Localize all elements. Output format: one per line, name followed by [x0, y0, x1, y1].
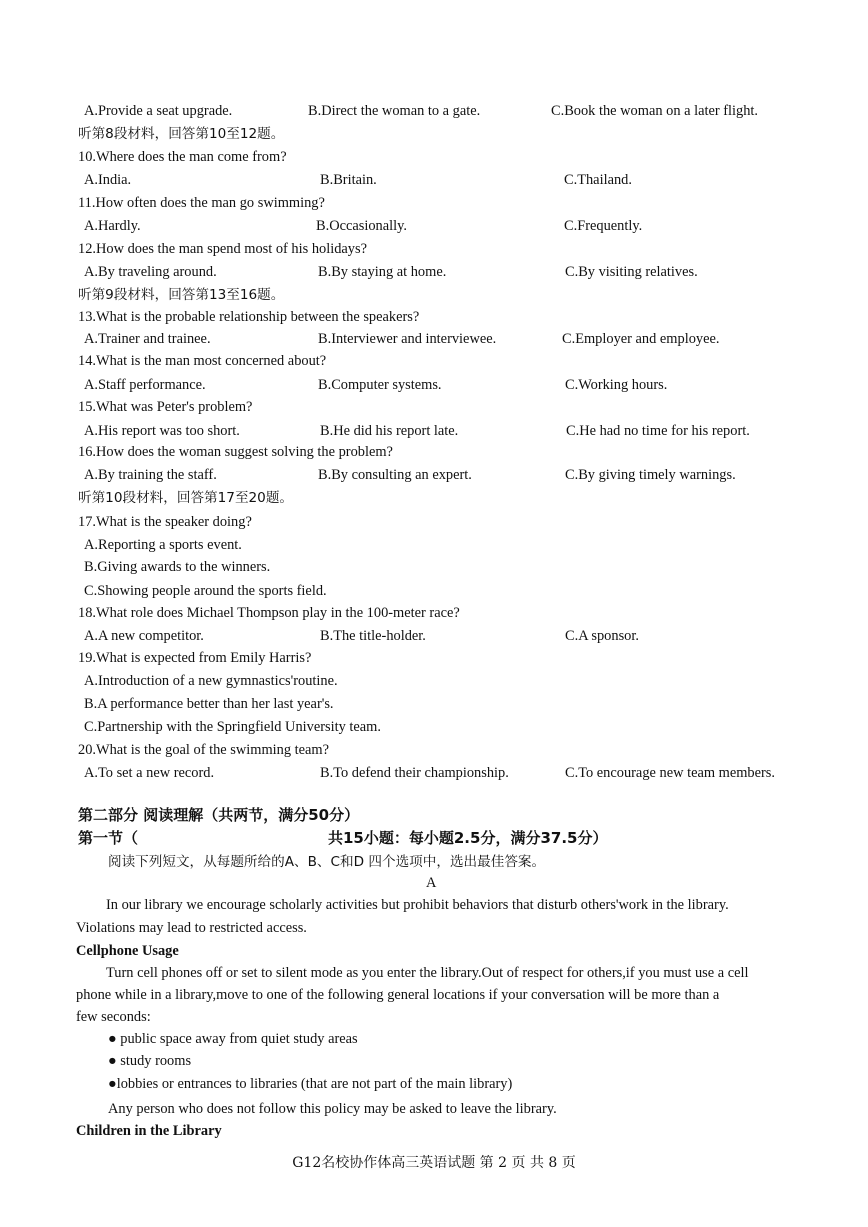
- question-18: 18.What role does Michael Thompson play in the 100-meter race?: [78, 605, 460, 621]
- question-11: 11.How often does the man go swimming?: [78, 195, 325, 211]
- question-12: 12.How does the man spend most of his holidays?: [78, 241, 367, 257]
- passage-intro-line-1: In our library we encourage scholarly activities but prohibit behaviors that disturb others'work in the library.: [106, 897, 729, 913]
- q20-option-c: C.To encourage new team members.: [565, 765, 775, 781]
- q15-option-b: B.He did his report late.: [320, 423, 459, 439]
- q20-option-b: B.To defend their championship.: [320, 765, 509, 781]
- q19-option-c: C.Partnership with the Springfield University team.: [84, 719, 381, 735]
- question-19: 19.What is expected from Emily Harris?: [78, 650, 312, 666]
- q14-option-b: B.Computer systems.: [318, 377, 442, 393]
- section-9-instruction: 听第9段材料，回答第13至16题。: [78, 287, 285, 303]
- q19-option-b: B.A performance better than her last year's.: [84, 696, 334, 712]
- q16-option-b: B.By consulting an expert.: [318, 467, 472, 483]
- question-13: 13.What is the probable relationship between the speakers?: [78, 309, 420, 325]
- bullet-item: ● public space away from quiet study areas: [108, 1031, 358, 1047]
- question-10: 10.Where does the man come from?: [78, 149, 287, 165]
- cellphone-line-1: Turn cell phones off or set to silent mode as you enter the library.Out of respect for others,if you must use a cell: [106, 965, 749, 981]
- q18-option-a: A.A new competitor.: [84, 628, 204, 644]
- reading-instruction: 阅读下列短文，从每题所给的A、B、C和D 四个选项中，选出最佳答案。: [108, 854, 546, 870]
- q10-option-b: B.Britain.: [320, 172, 377, 188]
- q12-option-b: B.By staying at home.: [318, 264, 447, 280]
- q9-option-b: B.Direct the woman to a gate.: [308, 103, 481, 119]
- section-one-label: 第一节（: [78, 829, 139, 847]
- bullet-item: ●lobbies or entrances to libraries (that are not part of the main library): [108, 1076, 513, 1092]
- q12-option-c: C.By visiting relatives.: [565, 264, 698, 280]
- bullet-item: ● study rooms: [108, 1053, 192, 1069]
- q20-option-a: A.To set a new record.: [84, 765, 215, 781]
- q19-option-a: A.Introduction of a new gymnastics'routine.: [84, 673, 338, 689]
- q17-option-a: A.Reporting a sports event.: [84, 537, 242, 553]
- q11-option-c: C.Frequently.: [564, 218, 643, 234]
- q10-option-a: A.India.: [84, 172, 132, 188]
- q13-option-a: A.Trainer and trainee.: [84, 331, 211, 347]
- q17-option-b: B.Giving awards to the winners.: [84, 559, 271, 575]
- heading-cellphone-usage: Cellphone Usage: [76, 943, 179, 959]
- question-17: 17.What is the speaker doing?: [78, 514, 252, 530]
- q15-option-a: A.His report was too short.: [84, 423, 240, 439]
- q18-option-b: B.The title-holder.: [320, 628, 426, 644]
- section-one-scoring: 共15小题：每小题2.5分，满分37.5分）: [328, 829, 608, 847]
- question-16: 16.How does the woman suggest solving the problem?: [78, 444, 393, 460]
- q13-option-b: B.Interviewer and interviewee.: [318, 331, 497, 347]
- heading-children-in-library: Children in the Library: [76, 1123, 222, 1139]
- cellphone-line-3: few seconds:: [76, 1009, 151, 1025]
- q16-option-a: A.By training the staff.: [84, 467, 217, 483]
- q11-option-b: B.Occasionally.: [316, 218, 407, 234]
- question-15: 15.What was Peter's problem?: [78, 399, 253, 415]
- q17-option-c: C.Showing people around the sports field.: [84, 583, 327, 599]
- section-10-instruction: 听第10段材料，回答第17至20题。: [78, 490, 294, 506]
- question-14: 14.What is the man most concerned about?: [78, 353, 327, 369]
- passage-label: A: [426, 875, 437, 891]
- question-20: 20.What is the goal of the swimming team?: [78, 742, 329, 758]
- q9-option-a: A.Provide a seat upgrade.: [84, 103, 233, 119]
- part-two-title: 第二部分 阅读理解（共两节，满分50分）: [78, 806, 360, 824]
- q12-option-a: A.By traveling around.: [84, 264, 217, 280]
- q9-option-c: C.Book the woman on a later flight.: [551, 103, 759, 119]
- q18-option-c: C.A sponsor.: [565, 628, 639, 644]
- q13-option-c: C.Employer and employee.: [562, 331, 720, 347]
- q14-option-c: C.Working hours.: [565, 377, 668, 393]
- passage-intro-line-2: Violations may lead to restricted access.: [76, 920, 307, 936]
- q16-option-c: C.By giving timely warnings.: [565, 467, 736, 483]
- q15-option-c: C.He had no time for his report.: [566, 423, 750, 439]
- policy-line: Any person who does not follow this policy may be asked to leave the library.: [108, 1101, 557, 1117]
- section-8-instruction: 听第8段材料，回答第10至12题。: [78, 126, 285, 142]
- q11-option-a: A.Hardly.: [84, 218, 141, 234]
- q14-option-a: A.Staff performance.: [84, 377, 206, 393]
- cellphone-line-2: phone while in a library,move to one of the following general locations if your conversation will be more than a: [76, 987, 720, 1003]
- q10-option-c: C.Thailand.: [564, 172, 632, 188]
- page-footer: G12名校协作体高三英语试题 第 2 页 共 8 页: [292, 1155, 576, 1171]
